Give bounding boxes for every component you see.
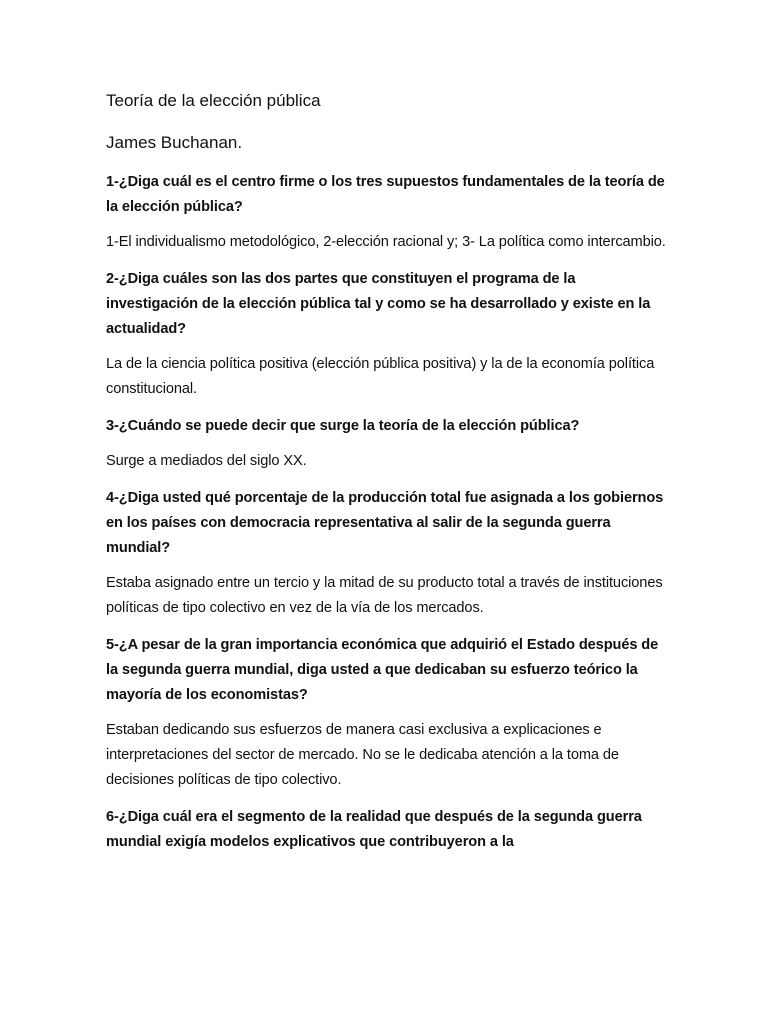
- question-5: 5-¿A pesar de la gran importancia económica que adquirió el Estado después de la segunda guerra mundial, diga usted a que dedicaban su esfuerzo teórico la mayoría de los economistas?: [106, 637, 659, 703]
- answer-3: Surge a mediados del siglo XX.: [106, 453, 307, 469]
- answer-2: La de la ciencia política positiva (elección pública positiva) y la de la economía política constitucional.: [106, 356, 655, 397]
- question-2: 2-¿Diga cuáles son las dos partes que constituyen el programa de la investigación de la elección pública tal y como se ha desarrollado y existe en la actualidad?: [106, 271, 651, 337]
- answer-5: Estaban dedicando sus esfuerzos de manera casi exclusiva a explicaciones e interpretaciones del sector de mercado. No se le dedicaba atención a la toma de decisiones políticas de tipo colectivo.: [106, 722, 619, 788]
- answer-4: Estaba asignado entre un tercio y la mitad de su producto total a través de instituciones políticas de tipo colectivo en vez de la vía de los mercados.: [106, 575, 663, 616]
- question-6: 6-¿Diga cuál era el segmento de la realidad que después de la segunda guerra mundial exigía modelos explicativos que contribuyeron a la: [106, 809, 642, 850]
- document-title: Teoría de la elección pública: [106, 91, 321, 110]
- answer-1: 1-El individualismo metodológico, 2-elección racional y; 3- La política como intercambio.: [106, 234, 666, 250]
- document-author: James Buchanan.: [106, 133, 243, 152]
- question-4: 4-¿Diga usted qué porcentaje de la producción total fue asignada a los gobiernos en los países con democracia representativa al salir de la segunda guerra mundial?: [106, 490, 664, 556]
- document-page: [106, 88, 666, 865]
- question-3: 3-¿Cuándo se puede decir que surge la teoría de la elección pública?: [106, 418, 580, 434]
- question-1: 1-¿Diga cuál es el centro firme o los tres supuestos fundamentales de la teoría de la elección pública?: [106, 174, 665, 215]
